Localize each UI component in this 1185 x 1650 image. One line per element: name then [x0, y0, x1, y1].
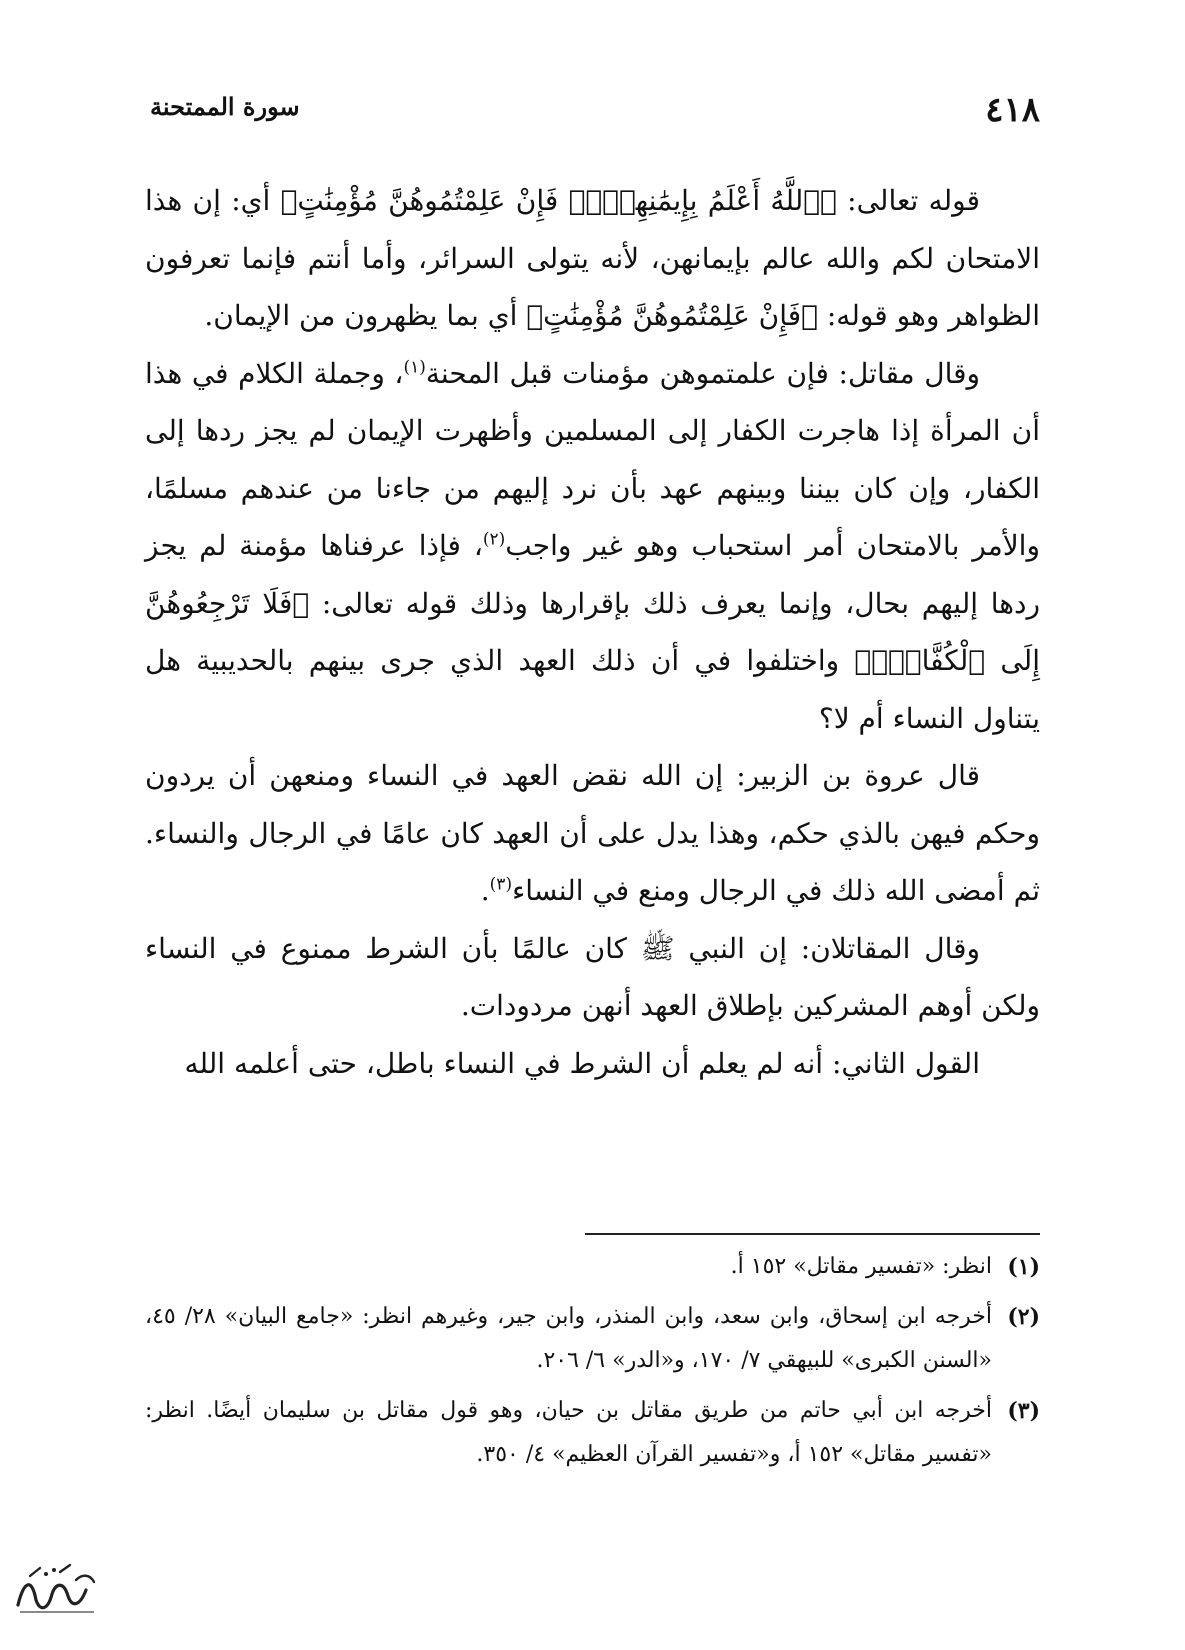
- footnotes: [145, 1245, 1040, 1483]
- paragraph-2-text-c: ، فإذا عرفناها مؤمنة لم يجز ردها إليهم بحال، وإنما يعرف ذلك بإقرارها وذلك قوله تعالى:: [145, 529, 1040, 620]
- page-number: ٤١٨: [985, 90, 1040, 130]
- footnote-item: [145, 1245, 1040, 1289]
- footnote-number: (٢): [1007, 1304, 1040, 1330]
- footnote-divider: [585, 1233, 1040, 1235]
- paragraph-2-text-b: ، وجملة الكلام في هذا أن المرأة إذا هاجرت الكفار إلى المسلمين وأظهرت الإيمان لم يجز ردها إلى الكفار، وإن كان بيننا وبينهم عهد بأن نرد إليهم من جاءنا من عندهم مسلمًا، والأمر بالامتحان أمر استحباب وهو غير واجب: [145, 356, 1040, 562]
- paragraph-2-text-a: وقال مقاتل: فإن علمتموهن مؤمنات قبل المحنة: [425, 356, 981, 390]
- running-title: سورة الممتحنة: [150, 92, 300, 121]
- footnote-number: (١): [1007, 1254, 1040, 1280]
- quran-verse: ﴿فَلَا تَرْجِعُوهُنَّ إِلَى ٱلْكُفَّارِۖ﴾: [145, 586, 1040, 677]
- footnote-text: أخرجه ابن أبي حاتم من طريق مقاتل بن حيان، وهو قول مقاتل بن سليمان أيضًا. انظر: «تفسير مقاتل» ١٥٢ أ، و«تفسير القرآن العظيم» ٤/ ٣٥٠.: [145, 1398, 992, 1467]
- calligraphy-logo-icon: [10, 1560, 100, 1620]
- paragraph-1-text-a: قوله تعالى:: [836, 184, 980, 217]
- paragraph-1: [145, 172, 1040, 345]
- paragraph-2-text-d: واختلفوا في أن ذلك العهد الذي جرى بينهم بالحديبية هل يتناول النساء أم لا؟: [145, 644, 1040, 735]
- main-text: [145, 172, 1040, 1092]
- footnote-ref-1[interactable]: (١): [403, 357, 426, 378]
- page-header: [150, 90, 1040, 140]
- footnote-ref-2[interactable]: (٢): [482, 529, 506, 550]
- paragraph-3-text-a: قال عروة بن الزبير: إن الله نقض العهد في النساء ومنعهن أن يردون وحكم فيهن بالذي حكم، وهذا يدل على أن العهد كان عامًا في الرجال والنساء. ثم أمضى الله ذلك في الرجال ومنع في النساء: [145, 759, 1040, 907]
- footnote-item: [145, 1389, 1040, 1477]
- footnote-item: [145, 1295, 1040, 1383]
- paragraph-1-text-c: أي بما يظهرون من الإيمان.: [204, 299, 527, 332]
- quran-verse: ﴿فَإِنْ عَلِمْتُمُوهُنَّ مُؤْمِنَٰتٍ﴾: [526, 299, 818, 332]
- footnote-ref-3[interactable]: (٣): [489, 874, 513, 895]
- paragraph-4: وقال المقاتلان: إن النبي ﷺ كان عالمًا بأن الشرط ممنوع في النساء ولكن أوهم المشركين بإطلاق العهد أنهن مردودات.: [145, 931, 1040, 1022]
- quran-verse: ﴿ٱللَّهُ أَعْلَمُ بِإِيمَٰنِهِنَّۖ فَإِنْ عَلِمْتُمُوهُنَّ مُؤْمِنَٰتٍ﴾: [280, 184, 837, 217]
- footnote-number: (٣): [1007, 1398, 1040, 1424]
- footnote-text: أخرجه ابن إسحاق، وابن سعد، وابن المنذر، وابن جير، وغيرهم انظر: «جامع البيان» ٢٨/ ٤٥، «السنن الكبرى» للبيهقي ٧/ ١٧٠، و«الدر» ٦/ ٢٠٦.: [145, 1304, 992, 1373]
- paragraph-5: القول الثاني: أنه لم يعلم أن الشرط في النساء باطل، حتى أعلمه الله: [184, 1046, 980, 1080]
- footnote-text: انظر: «تفسير مقاتل» ١٥٢ أ.: [730, 1254, 992, 1279]
- paragraph-3-text-b: .: [480, 874, 490, 907]
- paragraph-2: [145, 345, 1040, 748]
- paragraph-3: [145, 747, 1040, 920]
- paragraph-1-text-b: أي: إن هذا الامتحان لكم والله عالم بإيمانهن، لأنه يتولى السرائر، وأما أنتم فإنما تعرفون الظواهر وهو قوله:: [145, 184, 1040, 332]
